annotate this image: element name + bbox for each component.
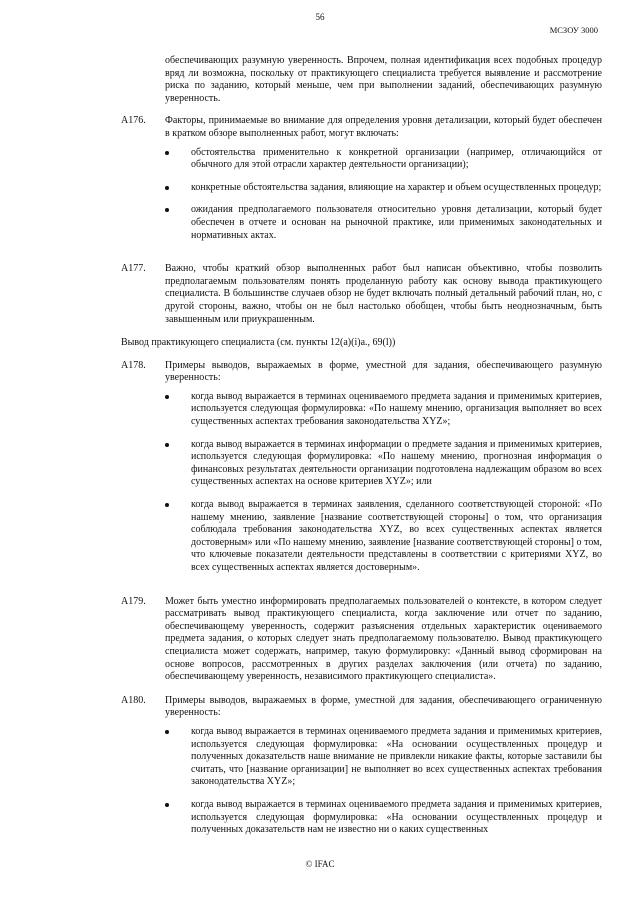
list-item: когда вывод выражается в терминах информации о предмете задания и применимых критериев, используется следующая формулировка: «По нашему мнению, прогнозная информация о финансовых результатах деятельности организации подготовлена надлежащим образом во всех существенных аспектах на основе критериев XYZ»; или	[165, 439, 602, 489]
footer-copyright: © IFAC	[305, 859, 335, 869]
paragraph-a178	[121, 360, 602, 585]
list-item: обстоятельства применительно к конкретной организации (например, отличающийся от обычного для этой отрасли характер деятельности организации);	[165, 147, 602, 172]
paragraph-text: Важно, чтобы краткий обзор выполненных работ был написан объективно, чтобы позволить предполагаемым пользователям понять проделанную работу как основу вывода практикующего специалиста. В большинстве случаев обзор не будет включать полный детальный рабочий план, но, с другой стороны, важно, чтобы он не был настолько обобщен, чтобы быть неоднозначным, быть завышенным или приукрашенным.	[165, 263, 602, 325]
bullet-list	[165, 726, 602, 837]
intro-paragraph: обеспечивающих разумную уверенность. Впрочем, полная идентификация всех подобных процедур вряд ли возможна, поскольку от практикующего специалиста требуется выявление и рассмотрение риска по заданию, который меньше, чем при выполнении заданий, обеспечивающих разумную уверенность.	[165, 55, 602, 104]
bullet-icon	[165, 395, 169, 399]
list-item: ожидания предполагаемого пользователя относительно уровня детализации, который будет обеспечен в отчете и основан на рыночной практике, или применимых законодательных и нормативных актах.	[165, 204, 602, 242]
paragraph-a180	[121, 695, 602, 847]
bullet-icon	[165, 151, 169, 155]
paragraph-a176	[121, 115, 602, 252]
standard-label: МСЗОУ 3000	[549, 25, 598, 35]
page-content	[121, 55, 602, 858]
bullet-list	[165, 391, 602, 575]
paragraph-text: Примеры выводов, выражаемых в форме, уместной для задания, обеспечивающего разумную уверенность:	[165, 359, 602, 384]
paragraph-text: Факторы, принимаемые во внимание для определения уровня детализации, который будет обеспечен в кратком обзоре выполненных работ, могут включать:	[165, 115, 602, 139]
bullet-icon	[165, 443, 169, 447]
paragraph-text: Примеры выводов, выражаемых в форме, уместной для задания, обеспечивающего ограниченную уверенность:	[165, 694, 602, 719]
paragraph-number: A176.	[121, 115, 146, 127]
paragraph-a179	[121, 596, 602, 684]
section-heading: Вывод практикующего специалиста (см. пункты 12(а)(i)а., 69(l))	[121, 337, 396, 349]
paragraph-text: Может быть уместно информировать предполагаемых пользователей о контексте, в котором следует рассматривать вывод практикующего специалиста, когда заключение или отчет по заданию, обеспечивающему уверенность, содержит разъяснения отдельных характеристик оцениваемого предмета задания, о которых следует знать предполагаемому пользователю. Вывод практикующего специалиста может содержать, например, такую формулировку: «Данный вывод сформирован на основе вопросов, рассмотренных в других разделах заключения (или отчета) по заданию, обеспечивающему уверенность, независимого практикующего специалиста».	[165, 595, 602, 683]
paragraph-a177	[121, 263, 602, 326]
bullet-icon	[165, 208, 169, 212]
paragraph-number: A179.	[121, 595, 146, 607]
list-item: когда вывод выражается в терминах оцениваемого предмета задания и применимых критериев, используется следующая формулировка: «По нашему мнению, организация выполняет во всех существенных аспектах требования законодательства XYZ»;	[165, 391, 602, 429]
list-item: когда вывод выражается в терминах оцениваемого предмета задания и применимых критериев, используется следующая формулировка: «На основании осуществленных процедур и полученных доказательств нам не известно ни о каких существенных	[165, 799, 602, 837]
page-number: 56	[315, 12, 325, 22]
bullet-icon	[165, 730, 169, 734]
paragraph-number: A180.	[121, 694, 146, 706]
bullet-icon	[165, 803, 169, 807]
paragraph-number: A178.	[121, 359, 146, 371]
paragraph-number: A177.	[121, 263, 146, 275]
bullet-list	[165, 147, 602, 243]
list-item: конкретные обстоятельства задания, влияющие на характер и объем осуществленных процедур;	[165, 182, 602, 195]
list-item: когда вывод выражается в терминах заявления, сделанного соответствующей стороной: «По нашему мнению, заявление [название соответствующей стороны] о том, что организация соблюдала требования законодательства XYZ, во всех существенных аспектах является достоверным» или «По нашему мнению, заявление [название соответствующей стороны] о том, что ключевые показатели деятельности представлены в соответствии с критериями XYZ, во всех существенных аспектах является достоверным».	[165, 499, 602, 575]
bullet-icon	[165, 186, 169, 190]
list-item: когда вывод выражается в терминах оцениваемого предмета задания и применимых критериев, используется следующая формулировка: «На основании осуществленных процедур и полученных доказательств наше внимание не привлекли никакие факты, которые заставили бы считать, что [название организации] не выполняет во всех существенных аспектах требования законодательства XYZ»;	[165, 726, 602, 789]
bullet-icon	[165, 503, 169, 507]
